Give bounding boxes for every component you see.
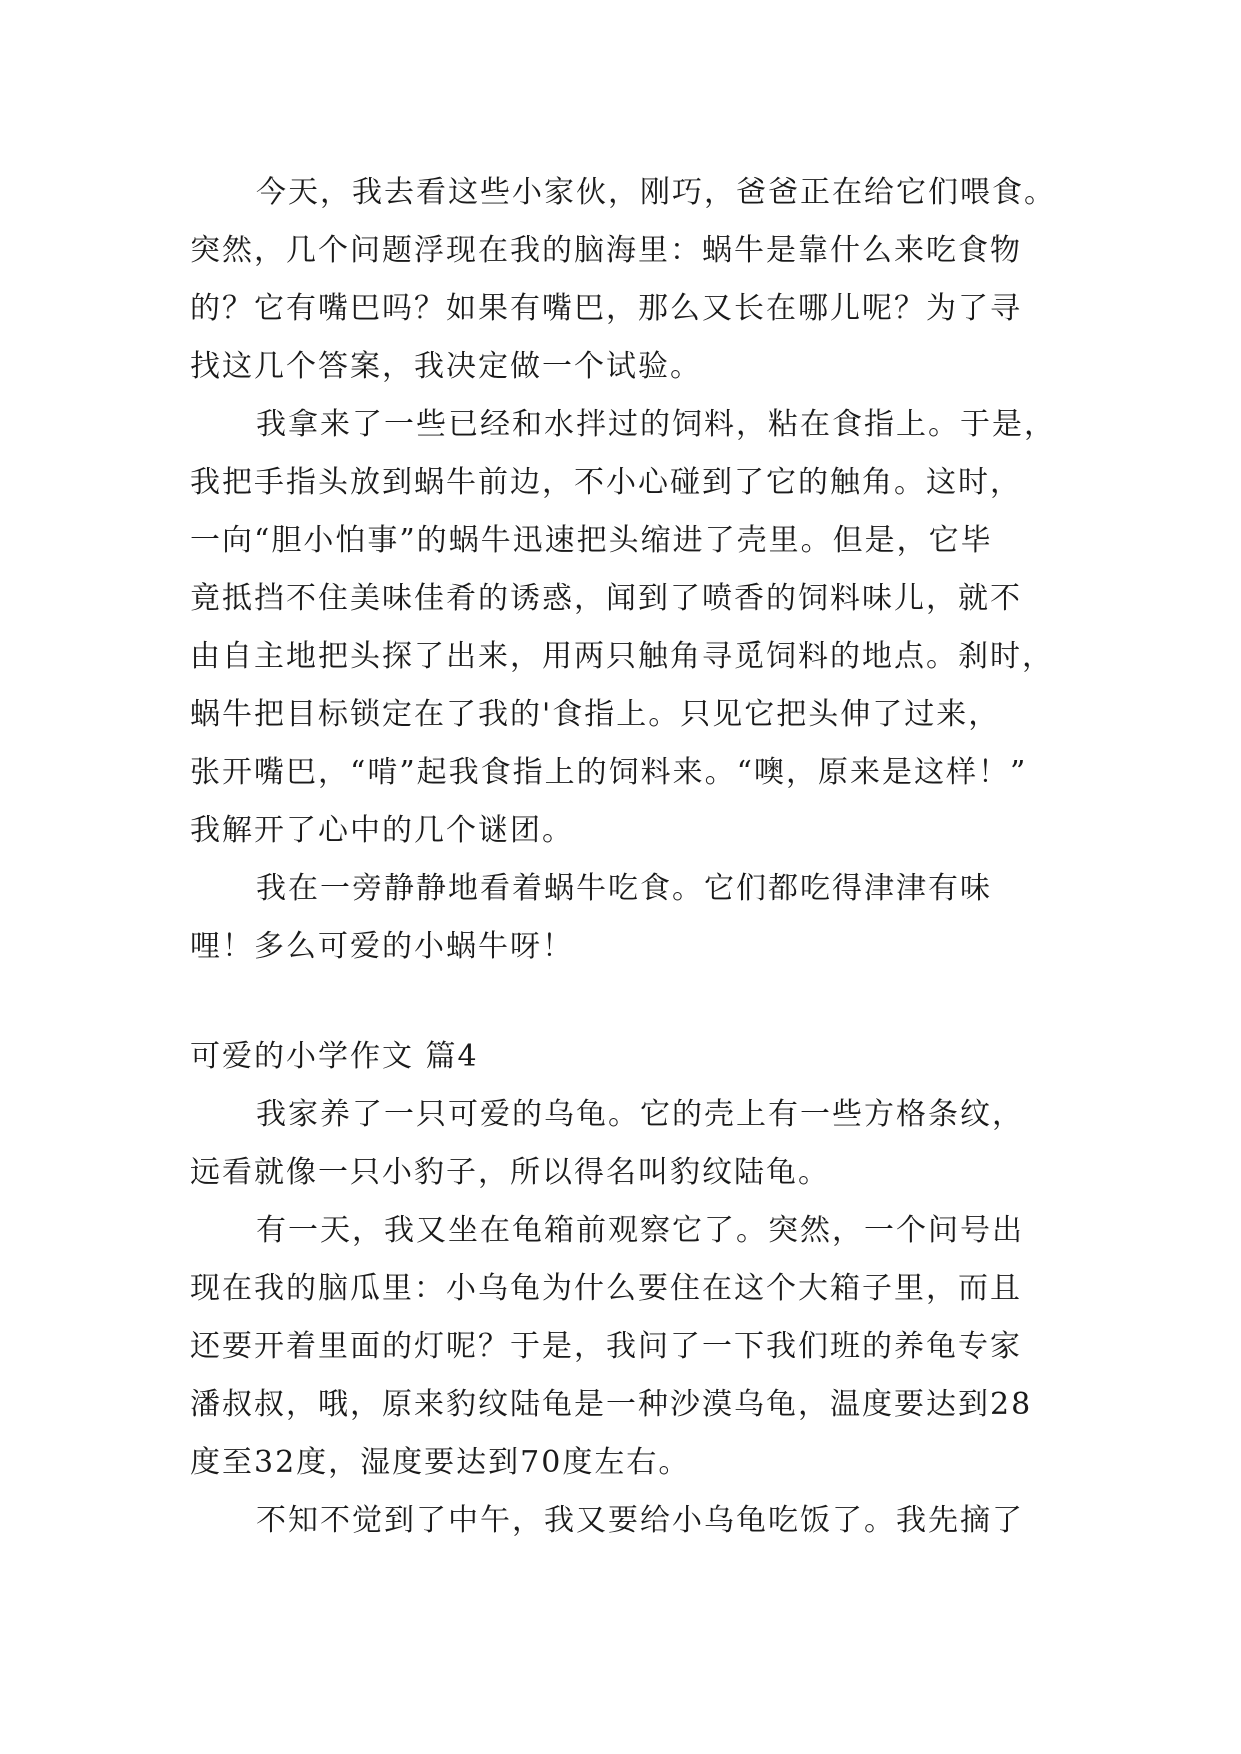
paragraph-line: 我拿来了一些已经和水拌过的饲料，粘在食指上。于是， [256,407,1056,442]
paragraph-line: 一向“胆小怕事”的蜗牛迅速把头缩进了壳里。但是，它毕 [190,523,993,558]
paragraph-line: 远看就像一只小豹子，所以得名叫豹纹陆龟。 [190,1155,830,1190]
paragraph-line: 竟抵挡不住美味佳肴的诱惑，闻到了喷香的饲料味儿，就不 [190,581,1022,616]
essay-section-title: 可爱的小学作文 篇4 [190,1039,479,1074]
paragraph-line: 现在我的脑瓜里：小乌龟为什么要住在这个大箱子里，而且 [190,1271,1022,1306]
paragraph-line: 不知不觉到了中午，我又要给小乌龟吃饭了。我先摘了 [256,1503,1024,1538]
paragraph-line: 我解开了心中的几个谜团。 [190,813,574,848]
paragraph-line: 哩！多么可爱的小蜗牛呀！ [190,929,574,964]
paragraph-line: 我把手指头放到蜗牛前边，不小心碰到了它的触角。这时， [190,465,1022,500]
paragraph-line: 潘叔叔，哦，原来豹纹陆龟是一种沙漠乌龟，温度要达到28 [190,1387,1033,1422]
paragraph-line: 还要开着里面的灯呢？于是，我问了一下我们班的养龟专家 [190,1329,1022,1364]
paragraph-line: 突然，几个问题浮现在我的脑海里：蜗牛是靠什么来吃食物 [190,233,1022,268]
paragraph-line: 度至32度，湿度要达到70度左右。 [190,1445,691,1480]
paragraph-line: 张开嘴巴，“啃”起我食指上的饲料来。“噢，原来是这样！” [190,755,1028,790]
paragraph-line: 蜗牛把目标锁定在了我的'食指上。只见它把头伸了过来， [190,697,1001,732]
paragraph-line: 的？它有嘴巴吗？如果有嘴巴，那么又长在哪儿呢？为了寻 [190,291,1022,326]
paragraph-line: 我在一旁静静地看着蜗牛吃食。它们都吃得津津有味 [256,871,992,906]
paragraph-line: 今天，我去看这些小家伙，刚巧，爸爸正在给它们喂食。 [256,175,1056,210]
paragraph-line: 找这几个答案，我决定做一个试验。 [190,349,702,384]
paragraph-line: 由自主地把头探了出来，用两只触角寻觅饲料的地点。刹时， [190,639,1054,674]
paragraph-line: 有一天，我又坐在龟箱前观察它了。突然，一个问号出 [256,1213,1024,1248]
paragraph-line: 我家养了一只可爱的乌龟。它的壳上有一些方格条纹， [256,1097,1024,1132]
